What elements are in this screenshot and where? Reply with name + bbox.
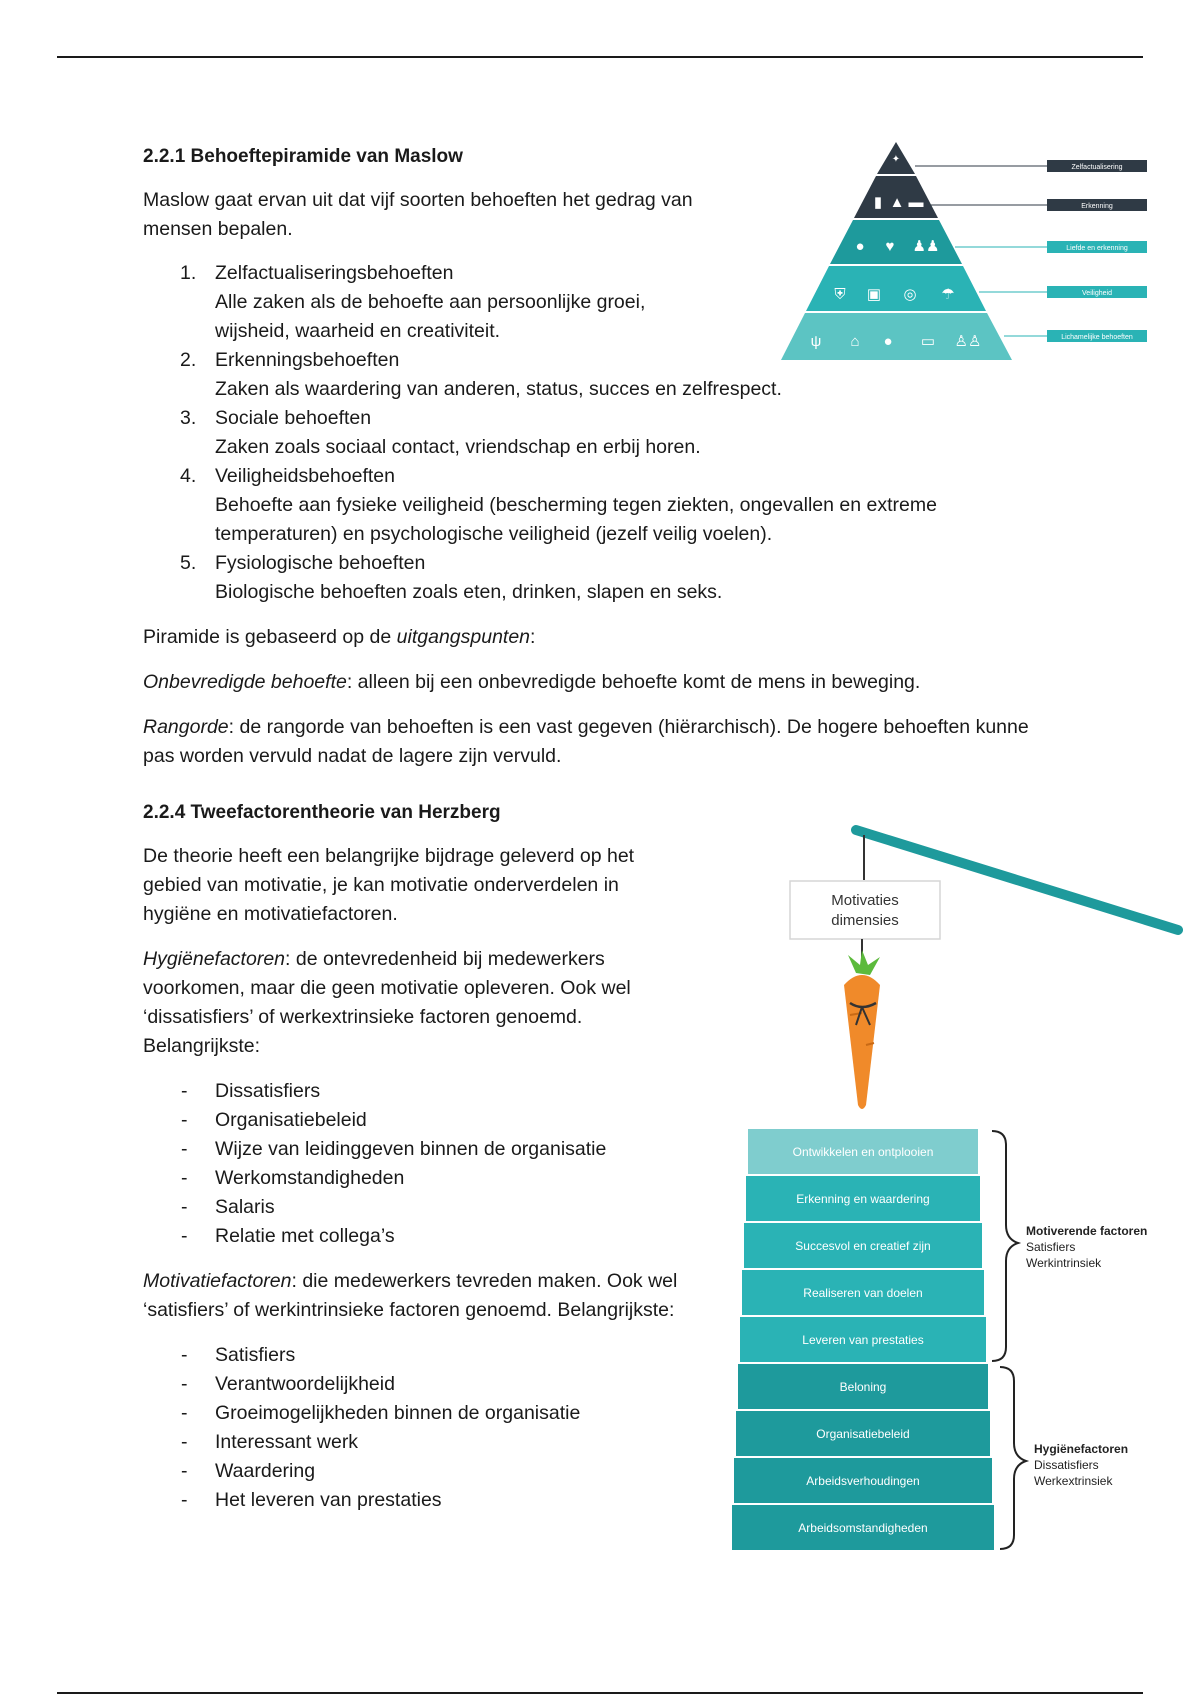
motivators-sub: Werkintrinsiek	[1026, 1256, 1102, 1270]
sign-text-line-1: Motivaties	[831, 892, 899, 909]
chart-icon: ▮	[873, 194, 883, 211]
bed-icon: ▭	[920, 333, 936, 350]
list-item-title: Erkenningsbehoeften	[215, 349, 400, 371]
drop-icon: ●	[883, 333, 893, 350]
hygiene-list	[143, 1077, 703, 1251]
list-item: - Groeimogelijkheden binnen de organisatie	[181, 1402, 581, 1424]
pyramid-label: Veiligheid	[1082, 290, 1112, 297]
list-item-desc: Biologische behoeften zoals eten, drinken, slapen en seks.	[215, 581, 723, 603]
list-number: 2.	[180, 349, 197, 371]
maslow-intro: Maslow gaat ervan uit dat vijf soorten behoeften het gedrag van mensen bepalen.	[143, 189, 693, 240]
list-number: 4.	[180, 465, 197, 487]
sign-text-line-2: dimensies	[831, 912, 899, 929]
thumbs-up-icon: ▲	[889, 194, 905, 211]
maslow-heading: 2.2.1 Behoeftepiramide van Maslow	[143, 146, 463, 167]
list-item-desc: Zaken zoals sociaal contact, vriendschap en erbij horen.	[215, 436, 701, 458]
list-item	[143, 404, 1043, 462]
pyramid-level-4	[806, 266, 986, 311]
herzberg-intro: De theorie heeft een belangrijke bijdrage geleverd op het gebied van motivatie, je kan motivatie onderverdelen in hygiëne en motivatiefactoren.	[143, 845, 635, 925]
list-item: - Satisfiers	[181, 1344, 296, 1366]
pyramid-level-3	[830, 220, 962, 264]
hygiene-sub: Werkextrinsiek	[1034, 1474, 1113, 1488]
list-number: 3.	[180, 407, 197, 429]
motivators-brace	[992, 1131, 1018, 1361]
top-rule	[57, 56, 1143, 58]
lock-icon: ▣	[866, 286, 882, 303]
rank-paragraph: Rangorde: de rangorde van behoeften is een vast gegeven (hiërarchisch). De hogere behoeften kunne pas worden vervuld nadat de lagere zijn vervuld.	[143, 716, 1029, 767]
list-number: 1.	[180, 262, 197, 284]
hygiene-brace	[1000, 1367, 1026, 1549]
people-icon: ♟♟	[912, 238, 940, 255]
house-icon: ⌂	[850, 333, 860, 350]
list-item: - Wijze van leidinggeven binnen de organisatie	[181, 1138, 607, 1160]
podium-icon: ▬	[908, 194, 924, 211]
pyramid-label: Liefde en erkenning	[1066, 245, 1128, 252]
pyramid-label: Zelfactualisering	[1071, 164, 1123, 171]
factor-label: Beloning	[839, 1380, 887, 1394]
umbrella-icon: ☂	[941, 286, 955, 303]
list-item: - Waardering	[181, 1460, 316, 1482]
list-item-title: Sociale behoeften	[215, 407, 372, 429]
hygiene-title: Hygiënefactoren	[1034, 1442, 1129, 1456]
list-item: - Dissatisfiers	[181, 1080, 321, 1102]
hygiene-sub: Dissatisfiers	[1034, 1458, 1099, 1472]
factor-label: Ontwikkelen en ontplooien	[792, 1145, 934, 1159]
factor-label: Arbeidsverhoudingen	[806, 1474, 920, 1488]
chat-icon: ●	[855, 238, 865, 255]
herzberg-factor-stack	[730, 1125, 1180, 1555]
factor-label: Erkenning en waardering	[796, 1192, 930, 1206]
motivators-sub: Satisfiers	[1026, 1240, 1076, 1254]
list-item-desc: Alle zaken als de behoefte aan persoonlijke groei, wijsheid, waarheid en creativiteit.	[215, 291, 646, 342]
heart-icon: ♥	[885, 238, 895, 255]
list-item-title: Fysiologische behoeften	[215, 552, 426, 574]
sign-board	[790, 881, 940, 939]
hygiene-paragraph: Hygiënefactoren: de ontevredenheid bij medewerkers voorkomen, maar die geen motivatie opleveren. Ook wel ‘dissatisfiers’ of werkextrinsieke factoren genoemd. Belangrijkste:	[143, 948, 631, 1057]
cutlery-icon: ψ	[810, 333, 822, 350]
unsatisfied-need-paragraph: Onbevredigde behoefte: alleen bij een onbevredigde behoefte komt de mens in beweging.	[143, 671, 921, 693]
couple-icon: ♙♙	[954, 333, 982, 350]
list-item: - Relatie met collega’s	[181, 1225, 395, 1247]
maslow-pyramid	[760, 140, 1155, 365]
list-item	[143, 462, 1043, 549]
motivators-title: Motiverende factoren	[1026, 1224, 1148, 1238]
list-item	[143, 549, 1043, 607]
list-item: - Verantwoordelijkheid	[181, 1373, 395, 1395]
carrot-icon	[844, 950, 880, 1109]
factor-label: Realiseren van doelen	[803, 1286, 923, 1300]
list-item: - Werkomstandigheden	[181, 1167, 405, 1189]
pyramid-label: Lichamelijke behoeften	[1061, 334, 1133, 341]
list-item: - Interessant werk	[181, 1431, 359, 1453]
motivation-paragraph: Motivatiefactoren: die medewerkers tevreden maken. Ook wel ‘satisfiers’ of werkintrinsieke factoren genoemd. Belangrijkste:	[143, 1270, 678, 1321]
basis-emphasis: uitgangspunten	[396, 626, 531, 648]
list-item: - Organisatiebeleid	[181, 1109, 367, 1131]
motivation-list	[143, 1341, 703, 1515]
lifebuoy-icon: ◎	[903, 286, 917, 303]
factor-label: Organisatiebeleid	[816, 1427, 910, 1441]
list-item: - Het leveren van prestaties	[181, 1489, 442, 1511]
list-item-title: Zelfactualiseringsbehoeften	[215, 262, 454, 284]
factor-label: Arbeidsomstandigheden	[798, 1521, 928, 1535]
pyramid-label: Erkenning	[1081, 203, 1113, 210]
factor-label: Leveren van prestaties	[802, 1333, 924, 1347]
factor-label: Succesvol en creatief zijn	[795, 1239, 931, 1253]
list-item-desc: Behoefte aan fysieke veiligheid (bescherming tegen ziekten, ongevallen en extreme temperaturen) en psychologische veiligheid (jezelf veilig voelen).	[215, 494, 937, 545]
carrot-stick-illustration	[770, 815, 1190, 1115]
list-item-desc: Zaken als waardering van anderen, status, succes en zelfrespect.	[215, 378, 782, 400]
shield-icon: ⛨	[834, 286, 846, 303]
herzberg-section	[143, 798, 703, 1515]
list-number: 5.	[180, 552, 197, 574]
list-item: - Salaris	[181, 1196, 275, 1218]
basis-line: Piramide is gebaseerd op de uitgangspunten:	[143, 626, 536, 648]
brain-icon: ✦	[891, 154, 901, 165]
bottom-rule	[57, 1692, 1143, 1694]
list-item-title: Veiligheidsbehoeften	[215, 465, 395, 487]
herzberg-heading: 2.2.4 Tweefactorentheorie van Herzberg	[143, 802, 501, 823]
